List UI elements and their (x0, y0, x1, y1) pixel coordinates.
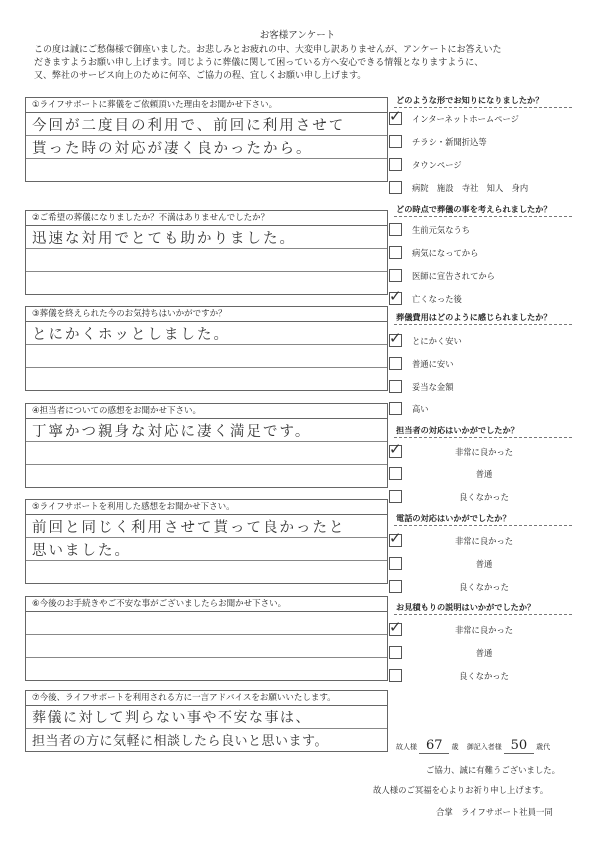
survey-3-label: 葬儀費用はどのように感じられましたか？ (396, 312, 552, 322)
handwritten-answer: 貰った時の対応が凄く良かったから。 (32, 141, 313, 157)
answer-line[interactable] (26, 658, 387, 680)
answer-line[interactable] (26, 249, 387, 272)
option-row[interactable] (389, 467, 574, 483)
checkbox[interactable] (389, 646, 402, 659)
checkbox[interactable] (389, 557, 402, 570)
option-label: 妥当な金額 (412, 382, 454, 392)
answer-line[interactable] (26, 368, 387, 390)
answer-line[interactable] (26, 706, 387, 729)
checkbox[interactable] (389, 287, 402, 305)
divider (394, 107, 572, 108)
option-label: 病院 施設 寺社 知人 身内 (412, 183, 529, 193)
answer-line[interactable] (26, 635, 387, 658)
checkbox[interactable] (389, 440, 402, 458)
option-label: 普通 (475, 469, 493, 479)
option-label: 良くなかった (459, 671, 509, 681)
option-row[interactable] (389, 357, 574, 373)
answer-line[interactable] (26, 561, 387, 583)
thanks-text: ご協力、誠に有難うございました。 (426, 765, 560, 775)
option-row[interactable] (389, 646, 574, 662)
handwritten-answer: 丁寧かつ親身な対応に凄く満足です。 (32, 424, 312, 440)
option-label: 良くなかった (459, 492, 509, 502)
option-label: 非常に良かった (454, 625, 514, 635)
checkbox[interactable] (389, 223, 402, 236)
intro-line: 又、弊社のサービス向上のために何卒、ご協力の程、宜しくお願い申し上げます。 (34, 71, 367, 81)
answer-line[interactable] (26, 538, 387, 561)
check-mark-icon: ✓ (389, 287, 402, 305)
answer-line[interactable] (26, 442, 387, 465)
divider (394, 216, 572, 217)
option-row[interactable] (389, 557, 574, 573)
question-3-box (25, 306, 388, 391)
writer-age-field[interactable]: 50 (504, 738, 534, 754)
checkbox[interactable] (389, 246, 402, 259)
checkbox[interactable] (389, 357, 402, 370)
check-mark-icon: ✓ (389, 618, 402, 636)
survey-4-heading (396, 425, 571, 436)
prayer-text: 故人様のご冥福を心よりお祈り申し上げます。 (373, 785, 549, 795)
checkbox[interactable] (389, 529, 402, 547)
check-mark-icon: ✓ (389, 440, 402, 458)
divider (394, 614, 572, 615)
answer-line[interactable] (26, 345, 387, 368)
checkbox[interactable] (389, 181, 402, 194)
checkbox[interactable] (389, 135, 402, 148)
handwritten-answer: 迅速な対用でとても助かりました。 (32, 231, 296, 247)
option-label: 普通に安い (412, 359, 454, 369)
divider (394, 525, 572, 526)
option-label: 医師に宣告されてから (412, 271, 495, 281)
answer-line[interactable] (26, 113, 387, 136)
option-label: タウンページ (412, 160, 462, 170)
survey-6-heading (396, 602, 571, 613)
option-label: 生前元気なうち (412, 225, 471, 235)
option-label: 普通 (475, 648, 493, 658)
survey-2-label: どの時点で葬儀の事を考えられましたか？ (396, 204, 552, 214)
survey-5-heading (396, 513, 571, 524)
question-2-label: ②ご希望の葬儀になりましたか？不満はありませんでしたか？ (26, 211, 387, 226)
option-row[interactable] (389, 669, 574, 685)
answer-line[interactable] (26, 419, 387, 442)
option-row[interactable] (389, 529, 574, 550)
check-mark-icon: ✓ (389, 107, 402, 125)
deceased-age-unit: 歳 (451, 743, 459, 751)
handwritten-answer: 担当者の方に気軽に相談したら良いと思います。 (32, 734, 328, 749)
handwritten-answer: 今回が二度目の利用で、前回に利用させて (32, 118, 346, 134)
question-7-box (25, 690, 388, 752)
option-label: とにかく安い (412, 336, 462, 346)
survey-1-label: どのような形でお知りになりましたか？ (396, 95, 544, 105)
checkbox[interactable] (389, 669, 402, 682)
option-row[interactable] (389, 158, 574, 174)
answer-line[interactable] (26, 612, 387, 635)
option-row[interactable] (389, 580, 574, 596)
page-title: お客様アンケート (259, 30, 336, 41)
question-6-label: ⑥今後のお手続きやご不安な事がございましたらお聞かせ下さい。 (26, 597, 387, 612)
age-row (396, 738, 550, 754)
option-row[interactable] (389, 440, 574, 461)
intro-text (34, 44, 574, 83)
intro-line: この度は誠にご愁傷様で御座いました。お悲しみとお疲れの中、大変申し訳ありませんが、アンケートにお答えいた (34, 45, 502, 55)
survey-1-heading (396, 95, 571, 106)
checkbox[interactable] (389, 490, 402, 503)
question-1-box (25, 97, 388, 182)
answer-line[interactable] (26, 226, 387, 249)
survey-4-label: 担当者の対応はいかがでしたか？ (396, 425, 519, 435)
divider (394, 324, 572, 325)
checkbox[interactable] (389, 380, 402, 393)
question-5-label: ⑤ライフサポートを利用した感想をお聞かせ下さい。 (26, 500, 387, 515)
answer-line[interactable] (26, 465, 387, 487)
option-row[interactable] (389, 287, 574, 308)
option-label: 良くなかった (459, 582, 509, 592)
checkbox[interactable] (389, 269, 402, 282)
option-label: 普通 (475, 559, 493, 569)
handwritten-answer: 思いました。 (32, 543, 131, 559)
checkbox[interactable] (389, 402, 402, 415)
checkbox[interactable] (389, 329, 402, 347)
option-row[interactable] (389, 181, 574, 197)
option-label: 亡くなった後 (412, 294, 462, 304)
signature-text: 合掌 ライフサポート社員一同 (436, 807, 553, 817)
answer-line[interactable] (26, 322, 387, 345)
question-2-box (25, 210, 388, 295)
checkbox[interactable] (389, 467, 402, 480)
option-row[interactable] (389, 618, 574, 639)
answer-line[interactable] (26, 136, 387, 159)
question-4-label: ④担当者についての感想をお聞かせ下さい。 (26, 404, 387, 419)
survey-6-label: お見積もりの説明はいかがでしたか？ (396, 602, 536, 612)
handwritten-answer: とにかくホッとしました。 (32, 327, 230, 343)
divider (394, 437, 572, 438)
option-row[interactable] (389, 107, 574, 128)
checkbox[interactable] (389, 107, 402, 125)
checkbox[interactable] (389, 580, 402, 593)
answer-line[interactable] (26, 272, 387, 294)
option-row[interactable] (389, 490, 574, 506)
checkbox[interactable] (389, 158, 402, 171)
answer-line[interactable] (26, 159, 387, 181)
option-label: チラシ・新聞折込等 (412, 137, 487, 147)
intro-line: だきますようお願い申し上げます。同じように葬儀に関して困っている方へ安心できる情報となりますように、 (34, 58, 484, 68)
option-label: 非常に良かった (454, 536, 514, 546)
option-label: 高い (412, 404, 429, 414)
writer-age-label: 御記入者様 (466, 743, 502, 751)
question-4-box (25, 403, 388, 488)
check-mark-icon: ✓ (389, 329, 402, 347)
option-label: 病気になってから (412, 248, 479, 258)
option-row[interactable] (389, 135, 574, 151)
handwritten-answer: 前回と同じく利用させて貰って良かったと (32, 520, 346, 536)
question-3-label: ③葬儀を終えられた今のお気持ちはいかがですか？ (26, 307, 387, 322)
question-6-box (25, 596, 388, 681)
option-row[interactable] (389, 246, 574, 262)
option-row[interactable] (389, 269, 574, 285)
answer-line[interactable] (26, 729, 387, 751)
survey-2-heading (396, 204, 571, 215)
deceased-age-label: 故人様 (396, 743, 417, 751)
survey-3-heading (396, 312, 571, 323)
handwritten-answer: 葬儀に対して判らない事や不安な事は、 (32, 710, 311, 726)
option-row[interactable] (389, 380, 574, 396)
deceased-age-field[interactable]: 67 (419, 738, 449, 754)
question-1-label: ①ライフサポートに葬儀をご依頼頂いた理由をお聞かせ下さい。 (26, 98, 387, 113)
option-label: 非常に良かった (454, 447, 514, 457)
option-label: インターネットホームページ (412, 114, 519, 124)
writer-age-unit: 歳代 (536, 743, 551, 751)
answer-line[interactable] (26, 515, 387, 538)
checkbox[interactable] (389, 618, 402, 636)
option-row[interactable] (389, 402, 574, 418)
check-mark-icon: ✓ (389, 529, 402, 547)
survey-5-label: 電話の対応はいかがでしたか？ (396, 513, 511, 523)
question-7-label: ⑦今後、ライフサポートを利用される方に一言アドバイスをお願いいたします。 (26, 691, 387, 706)
question-5-box (25, 499, 388, 584)
option-row[interactable] (389, 329, 574, 350)
option-row[interactable] (389, 223, 574, 239)
